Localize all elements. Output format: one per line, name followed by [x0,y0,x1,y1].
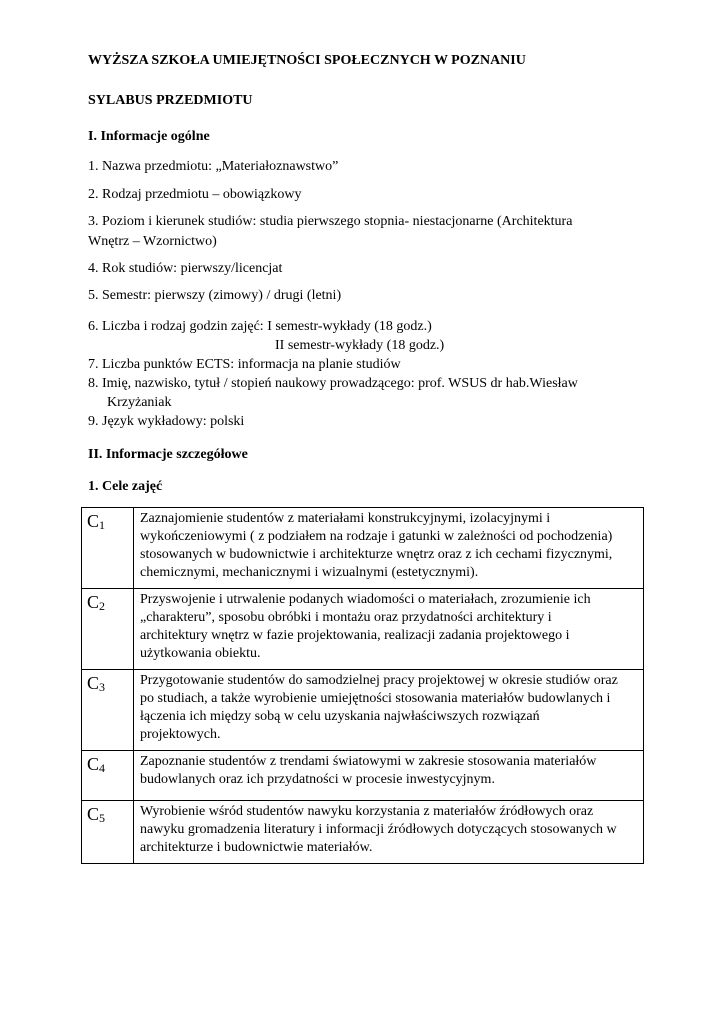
goal-code-number: 3 [99,680,106,694]
goal-row [82,508,644,589]
goal-code-letter: C [87,804,100,824]
goal-row [82,670,644,751]
goal-description-line: projektowych. [140,727,221,742]
section-detailed-title: II. Informacje szczegółowe [88,447,248,462]
goal-description [134,670,644,751]
info-item-subject-type: 2. Rodzaj przedmiotu – obowiązkowy [88,187,302,202]
goal-description-line: użytkowania obiektu. [140,646,261,661]
info-item-language: 9. Język wykładowy: polski [88,414,245,429]
info-item-semester: 5. Semestr: pierwszy (zimowy) / drugi (letni) [88,288,342,303]
goal-row [82,801,644,864]
goal-code-letter: C [87,592,100,612]
school-name: WYŻSZA SZKOŁA UMIEJĘTNOŚCI SPOŁECZNYCH W POZNANIU [88,53,526,68]
info-item-subject-name: 1. Nazwa przedmiotu: „Materiałoznawstwo” [88,159,339,174]
goal-description [134,801,644,864]
goal-description-line: Zaznajomienie studentów z materiałami konstrukcyjnymi, izolacyjnymi i [140,511,551,526]
info-item-level: 3. Poziom i kierunek studiów: studia pierwszego stopnia- niestacjonarne (Architektura [88,214,573,229]
goal-description-line: stosowanych w budownictwie i architekturze wnętrz oraz z ich cechami fizycznymi, [140,547,613,562]
section-general-title: I. Informacje ogólne [88,129,210,144]
goal-description-line: łączenia ich między sobą w celu uzyskania najwłaściwszych rozwiązań [140,709,540,724]
goal-description-line: wykończeniowymi ( z podziałem na rodzaje i gatunki w zależności od pochodzenia) [140,529,613,544]
goal-description-line: nawyku gromadzenia literatury i informacji źródłowych dotyczących stosowanych w [140,822,617,837]
goal-row [82,751,644,801]
goal-code [82,670,134,751]
goal-description-line: Przyswojenie i utrwalenie podanych wiadomości o materiałach, zrozumienie ich [140,592,591,607]
goals-table [81,507,644,864]
info-item-ects: 7. Liczba punktów ECTS: informacja na planie studiów [88,357,401,372]
info-item-lecturer-cont: Krzyżaniak [107,395,172,410]
goal-description [134,751,644,801]
goal-description-line: architektury wnętrz w fazie projektowania, realizacji zadania projektowego i [140,628,570,643]
info-item-year: 4. Rok studiów: pierwszy/licencjat [88,261,283,276]
syllabus-title: SYLABUS PRZEDMIOTU [88,93,253,108]
goal-code [82,801,134,864]
goal-code-number: 4 [99,761,106,775]
goal-description [134,508,644,589]
info-item-hours-cont: II semestr-wykłady (18 godz.) [275,338,445,353]
goal-description [134,589,644,670]
goal-description-line: Wyrobienie wśród studentów nawyku korzystania z materiałów źródłowych oraz [140,804,594,819]
goal-description-line: po studiach, a także wyrobienie umiejętności stosowania materiałów budowlanych i [140,691,611,706]
goal-description-line: chemicznymi, mechanicznymi i wizualnymi (estetycznymi). [140,565,479,580]
goal-code-number: 2 [99,599,106,613]
goals-subtitle: 1. Cele zajęć [88,479,163,494]
goal-code-number: 1 [99,518,106,532]
goal-description-line: architekturze i budownictwie materiałów. [140,840,373,855]
goal-code [82,589,134,670]
info-item-level-cont: Wnętrz – Wzornictwo) [88,234,217,249]
info-item-hours: 6. Liczba i rodzaj godzin zajęć: I semestr-wykłady (18 godz.) [88,319,432,334]
goal-description-line: Przygotowanie studentów do samodzielnej pracy projektowej w okresie studiów oraz [140,673,618,688]
goal-code-letter: C [87,673,100,693]
goal-code-letter: C [87,511,100,531]
goal-code-letter: C [87,754,100,774]
goal-description-line: Zapoznanie studentów z trendami światowymi w zakresie stosowania materiałów [140,754,597,769]
goal-code-number: 5 [99,811,106,825]
goal-row [82,589,644,670]
info-item-lecturer: 8. Imię, nazwisko, tytuł / stopień naukowy prowadzącego: prof. WSUS dr hab.Wiesław [88,376,578,391]
goal-description-line: „charakteru”, sposobu obróbki i montażu oraz przydatności architektury i [140,610,552,625]
goal-code [82,751,134,801]
goal-description-line: budowlanych oraz ich przydatności w procesie inwestycyjnym. [140,772,495,787]
goal-code [82,508,134,589]
